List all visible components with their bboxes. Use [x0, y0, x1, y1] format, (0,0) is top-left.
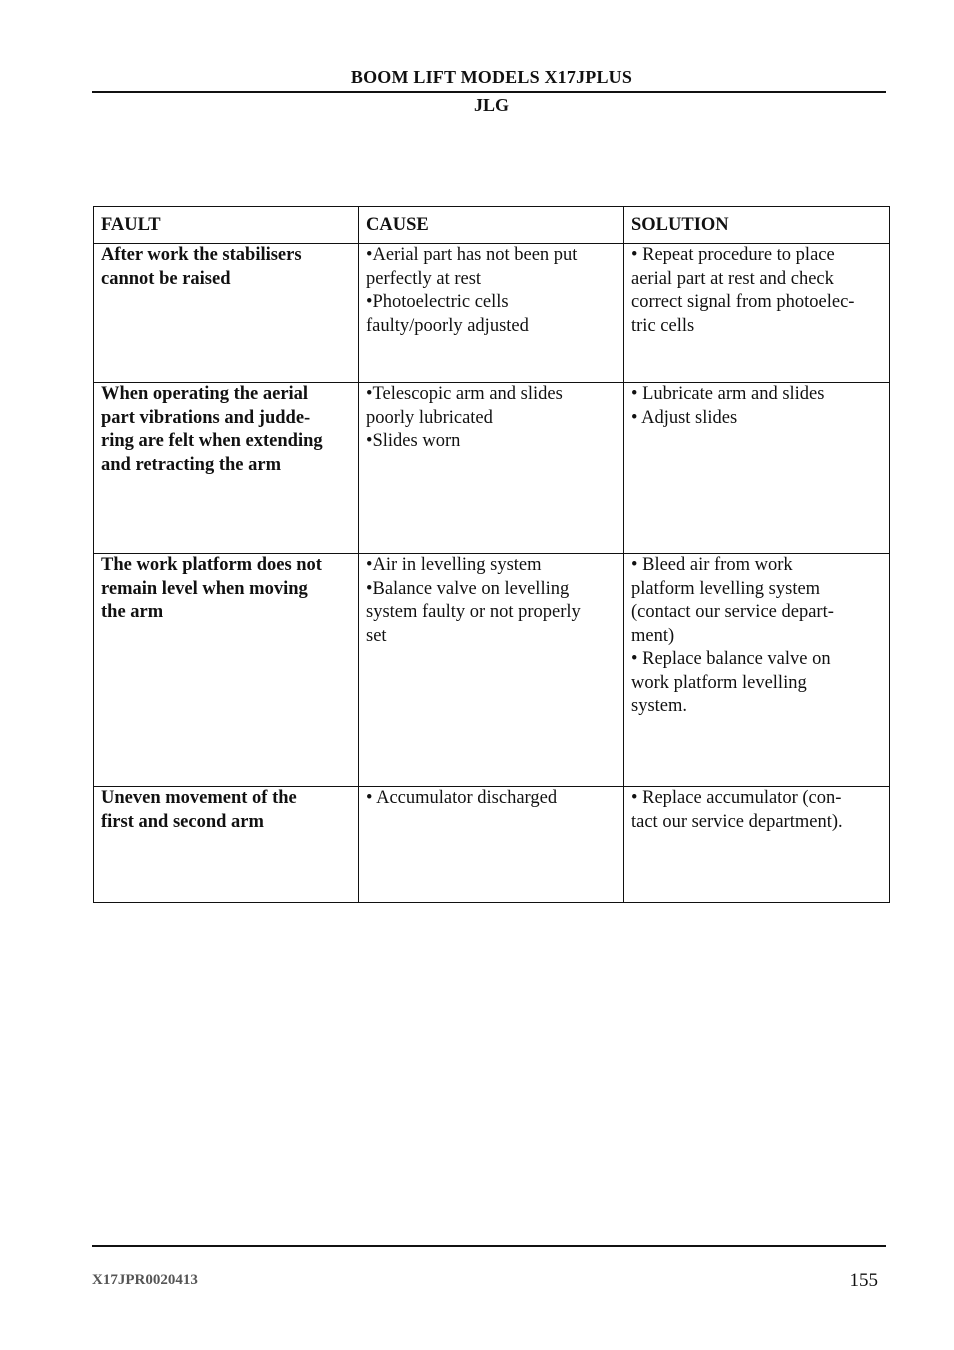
solution-text-line: • Repeat procedure to place	[631, 245, 835, 265]
fault-text-line: When operating the aerial	[101, 384, 309, 404]
fault-cell	[94, 244, 359, 383]
column-header-cause: CAUSE	[359, 207, 624, 244]
table-header-row	[94, 207, 890, 244]
fault-text-line: part vibrations and judde-	[101, 407, 311, 428]
fault-text-line: the arm	[101, 602, 164, 622]
cause-text-line: poorly lubricated	[366, 407, 493, 428]
solution-text-line: • Adjust slides	[631, 407, 738, 428]
fault-text-line: remain level when moving	[101, 578, 308, 599]
header-divider	[92, 91, 886, 93]
solution-text-line: tric cells	[631, 315, 695, 336]
cause-text-line: •Slides worn	[366, 431, 461, 451]
cause-text-line: faulty/poorly adjusted	[366, 315, 529, 336]
troubleshooting-table	[93, 206, 890, 903]
solution-cell	[624, 554, 890, 787]
fault-cell	[94, 383, 359, 554]
fault-text-line: Uneven movement of the	[101, 788, 297, 808]
solution-text-line: system.	[631, 696, 688, 716]
cause-cell	[359, 244, 624, 383]
solution-cell	[624, 787, 890, 903]
cause-text-line: •Aerial part has not been put	[366, 245, 578, 265]
solution-text-line: • Replace accumulator (con-	[631, 788, 842, 808]
cause-text-line: •Air in levelling system	[366, 555, 542, 575]
cause-cell	[359, 383, 624, 554]
table-row	[94, 244, 890, 383]
page-number: 155	[849, 1270, 878, 1291]
solution-text-line: correct signal from photoelec-	[631, 292, 855, 312]
table-row	[94, 787, 890, 903]
table-row	[94, 383, 890, 554]
cause-text-line: perfectly at rest	[366, 268, 482, 289]
cause-text-line: system faulty or not properly	[366, 602, 581, 622]
cause-cell	[359, 787, 624, 903]
solution-text-line: • Bleed air from work	[631, 555, 793, 575]
fault-text-line: The work platform does not	[101, 555, 322, 575]
fault-text-line: After work the stabilisers	[101, 245, 302, 265]
cause-cell	[359, 554, 624, 787]
solution-text-line: tact our service department).	[631, 811, 843, 832]
fault-cell	[94, 554, 359, 787]
solution-text-line: platform levelling system	[631, 578, 821, 599]
solution-cell	[624, 244, 890, 383]
solution-text-line: aerial part at rest and check	[631, 268, 834, 289]
fault-text-line: ring are felt when extending	[101, 431, 323, 451]
solution-text-line: • Lubricate arm and slides	[631, 384, 825, 404]
cause-text-line: set	[366, 625, 387, 646]
column-header-fault: FAULT	[94, 207, 359, 244]
column-header-solution: SOLUTION	[624, 207, 890, 244]
fault-text-line: and retracting the arm	[101, 454, 281, 475]
solution-text-line: ment)	[631, 625, 675, 646]
solution-text-line: (contact our service depart-	[631, 602, 834, 622]
solution-text-line: • Replace balance valve on	[631, 649, 831, 669]
fault-text-line: cannot be raised	[101, 268, 231, 289]
header-title: BOOM LIFT MODELS X17JPLUS	[350, 67, 633, 87]
cause-text-line: • Accumulator discharged	[366, 788, 558, 808]
footer-divider	[92, 1245, 886, 1247]
cause-text-line: •Photoelectric cells	[366, 292, 509, 312]
table-row	[94, 554, 890, 787]
header-brand: JLG	[473, 95, 509, 115]
solution-text-line: work platform levelling	[631, 672, 807, 693]
fault-text-line: first and second arm	[101, 811, 264, 832]
solution-cell	[624, 383, 890, 554]
document-code: X17JPR0020413	[92, 1272, 198, 1288]
cause-text-line: •Balance valve on levelling	[366, 578, 570, 599]
cause-text-line: •Telescopic arm and slides	[366, 384, 563, 404]
fault-cell	[94, 787, 359, 903]
